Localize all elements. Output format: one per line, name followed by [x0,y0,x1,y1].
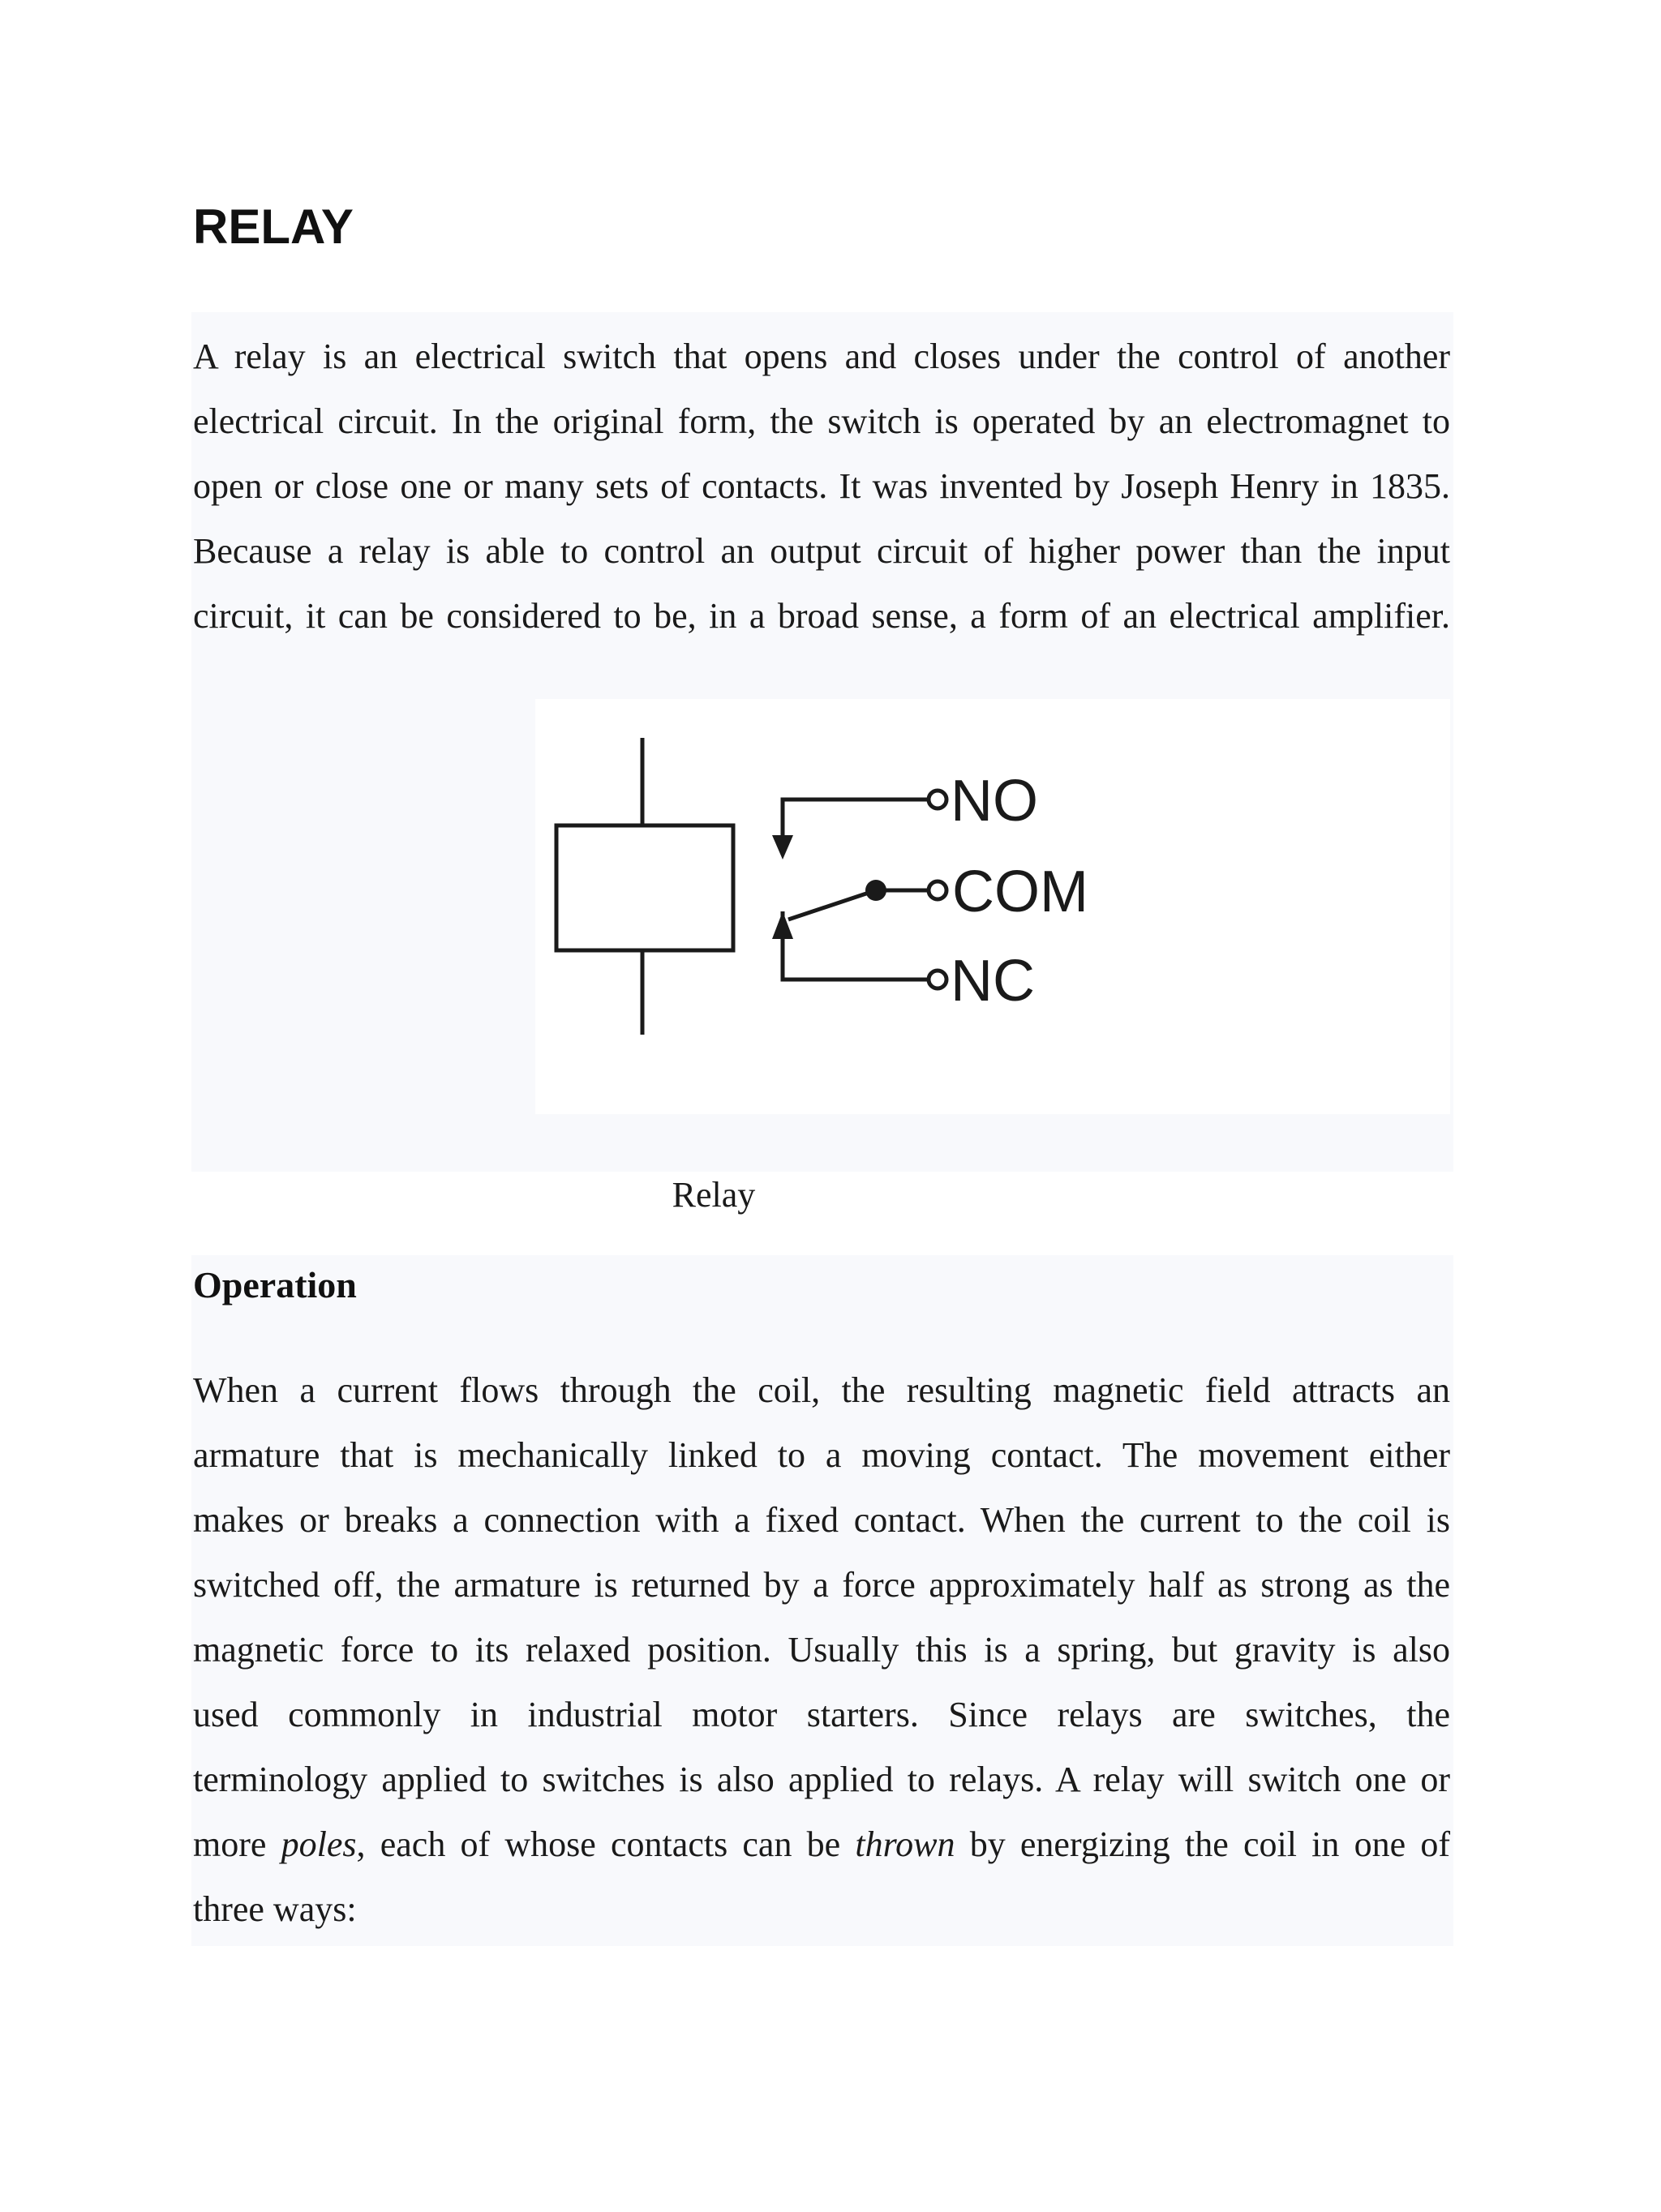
section-heading: Operation [193,1264,357,1305]
intro-line: electrical circuit. In the original form, the switch is operated by an electromagnet to [193,401,1450,441]
page-title: RELAY [193,199,354,254]
armature-pivot-dot [865,880,886,901]
coil-box [556,825,733,950]
intro-line: Because a relay is able to control an output circuit of higher power than the input [193,531,1450,571]
operation-line: three ways: [193,1889,357,1929]
thrown-term: thrown [855,1824,955,1864]
nc-arrowhead [772,911,793,939]
no-terminal-circle [929,791,946,808]
intro-line: open or close one or many sets of contacts. It was invented by Joseph Henry in 1835. [193,466,1450,506]
nc-contact-line [783,911,928,980]
poles-term: poles [281,1824,357,1864]
no-arrowhead [772,835,793,860]
operation-paragraph [193,1358,1450,1942]
nc-terminal-circle [929,971,946,988]
operation-line: When a current flows through the coil, the resulting magnetic field attracts an [193,1370,1450,1410]
operation-line: switched off, the armature is returned by a force approximately half as strong as the [193,1565,1450,1605]
no-label: NO [951,769,1038,834]
operation-line: used commonly in industrial motor starters. Since relays are switches, the [193,1695,1450,1734]
operation-line: makes or breaks a connection with a fixed contact. When the current to the coil is [193,1500,1450,1540]
intro-line: circuit, it can be considered to be, in a broad sense, a form of an electrical amplifier. [193,596,1450,636]
com-terminal-circle [929,881,946,899]
figure-caption: Relay [672,1175,756,1215]
no-contact-line [783,799,928,835]
operation-text: by energizing the coil in one of [955,1824,1450,1864]
operation-line-poles [193,1812,1450,1877]
operation-text: more [193,1824,281,1864]
intro-line: A relay is an electrical switch that opens and closes under the control of another [193,337,1450,376]
operation-line: armature that is mechanically linked to a moving contact. The movement either [193,1435,1450,1475]
operation-text: , each of whose contacts can be [356,1824,856,1864]
operation-line: magnetic force to its relaxed position. Usually this is a spring, but gravity is also [193,1630,1450,1670]
nc-label: NC [951,949,1035,1014]
intro-paragraph [193,324,1450,649]
relay-schematic [535,699,1450,1114]
operation-line: terminology applied to switches is also applied to relays. A relay will switch one or [193,1760,1450,1799]
com-label: COM [952,860,1088,924]
armature-line [788,890,876,920]
relay-figure [535,699,1450,1114]
